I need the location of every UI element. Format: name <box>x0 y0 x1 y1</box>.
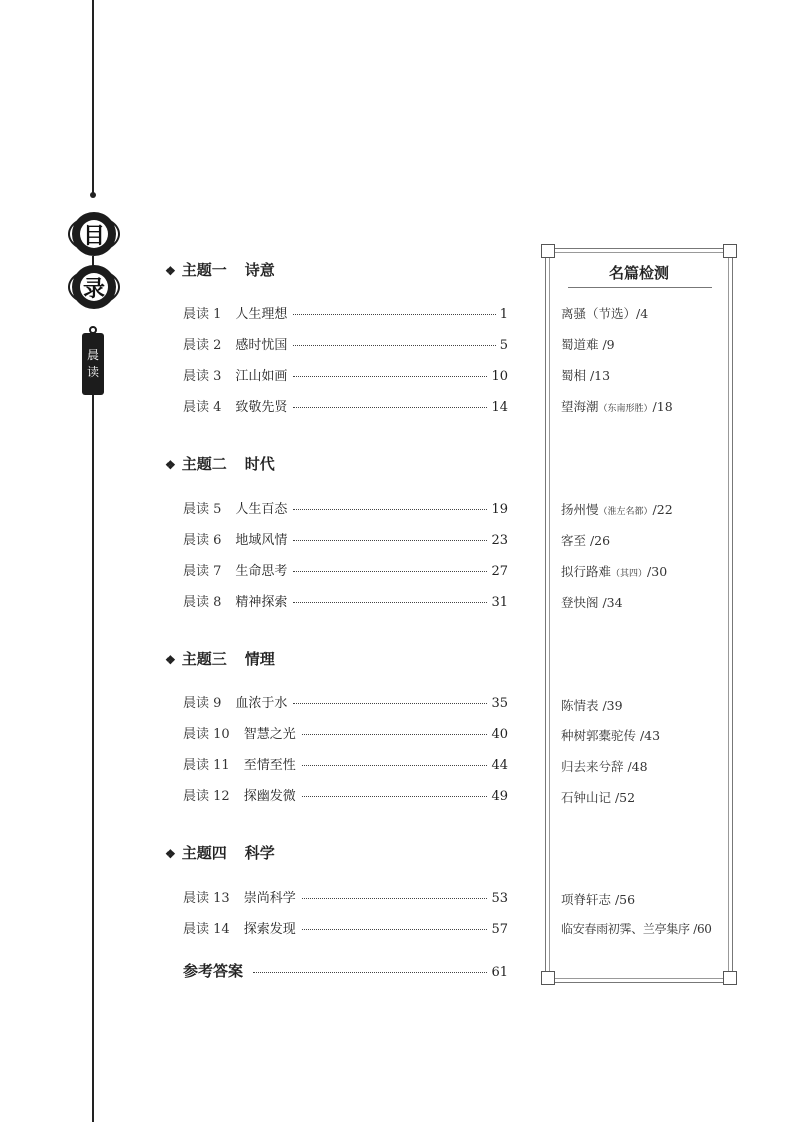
recitation-item[interactable]: 蜀相 /13 <box>561 368 611 383</box>
entry-page: 19 <box>491 502 508 517</box>
recitation-item[interactable]: 登快阁 /34 <box>561 595 623 610</box>
answers-entry[interactable] <box>183 960 508 981</box>
section-heading[interactable] <box>165 842 275 863</box>
answers-label: 参考答案 <box>183 962 244 980</box>
entry-page: 1 <box>499 307 508 322</box>
corner-ornament <box>541 971 555 985</box>
entry-title: 江山如画 <box>235 369 288 384</box>
entry-page: 14 <box>491 400 508 415</box>
entry-page: 31 <box>491 595 508 610</box>
thread-knot <box>90 192 96 198</box>
chendu-tag <box>82 333 104 395</box>
section-name: 科学 <box>244 844 275 862</box>
top-thread-line <box>92 0 94 195</box>
entry-number: 晨读 6 <box>183 533 222 548</box>
toc-entry[interactable] <box>183 365 508 384</box>
recitation-item[interactable]: 石钟山记 /52 <box>561 790 636 805</box>
leader-dots <box>293 314 495 315</box>
toc-entry[interactable] <box>183 723 508 742</box>
bottom-thread-line <box>92 395 94 1122</box>
leader-dots <box>293 571 487 572</box>
recitation-item[interactable]: 项脊轩志 /56 <box>561 892 636 907</box>
diamond-icon: ❖ <box>165 653 176 667</box>
entry-number: 晨读 8 <box>183 595 222 610</box>
leader-dots <box>293 407 487 408</box>
toc-entry[interactable] <box>183 754 508 773</box>
entry-page: 57 <box>491 922 508 937</box>
section-name: 诗意 <box>244 261 275 279</box>
leader-dots <box>293 376 487 377</box>
entry-page: 53 <box>491 891 508 906</box>
lantern-bottom-char: 录 <box>80 273 108 301</box>
toc-entry[interactable] <box>183 334 508 353</box>
recitation-item[interactable]: 陈情表 /39 <box>561 698 623 713</box>
leader-dots <box>302 734 488 735</box>
tag-char: 晨 <box>86 348 99 362</box>
entry-title: 致敬先贤 <box>235 400 288 415</box>
recitation-item[interactable]: 种树郭橐驼传 /43 <box>561 728 661 743</box>
leader-dots <box>293 540 487 541</box>
toc-entry[interactable] <box>183 529 508 548</box>
entry-number: 晨读 10 <box>183 727 230 742</box>
entry-title: 探幽发微 <box>243 789 296 804</box>
entry-number: 晨读 2 <box>183 338 222 353</box>
toc-entry[interactable] <box>183 560 508 579</box>
entry-number: 晨读 14 <box>183 922 230 937</box>
entry-number: 晨读 7 <box>183 564 222 579</box>
entry-number: 晨读 9 <box>183 696 222 711</box>
section-label: 主题二 <box>181 455 227 473</box>
section-heading[interactable] <box>165 453 275 474</box>
diamond-icon: ❖ <box>165 847 176 861</box>
recitation-item[interactable]: 望海潮（东南形胜）/18 <box>561 399 673 414</box>
entry-page: 40 <box>491 727 508 742</box>
tag-char: 读 <box>86 365 99 379</box>
leader-dots <box>302 898 488 899</box>
toc-entry[interactable] <box>183 692 508 711</box>
entry-title: 智慧之光 <box>243 727 296 742</box>
entry-title: 人生理想 <box>235 307 288 322</box>
toc-entry[interactable] <box>183 396 508 415</box>
entry-title: 精神探索 <box>235 595 288 610</box>
leader-dots <box>302 765 488 766</box>
toc-entry[interactable] <box>183 887 508 906</box>
entry-page: 27 <box>491 564 508 579</box>
entry-page: 44 <box>491 758 508 773</box>
box-title-rule <box>568 287 712 288</box>
recitation-item[interactable]: 归去来兮辞 /48 <box>561 759 648 774</box>
lantern-bottom <box>68 265 120 309</box>
diamond-icon: ❖ <box>165 264 176 278</box>
entry-title: 崇尚科学 <box>243 891 296 906</box>
entry-title: 地域风情 <box>235 533 288 548</box>
toc-entry[interactable] <box>183 498 508 517</box>
toc-entry[interactable] <box>183 918 508 937</box>
section-heading[interactable] <box>165 259 275 280</box>
toc-entry[interactable] <box>183 303 508 322</box>
corner-ornament <box>723 971 737 985</box>
entry-page: 49 <box>491 789 508 804</box>
entry-page: 5 <box>499 338 508 353</box>
toc-entry[interactable] <box>183 785 508 804</box>
leader-dots <box>302 929 488 930</box>
section-label: 主题四 <box>181 844 227 862</box>
entry-page: 10 <box>491 369 508 384</box>
entry-page: 35 <box>491 696 508 711</box>
lantern-top <box>68 212 120 256</box>
entry-number: 晨读 13 <box>183 891 230 906</box>
leader-dots <box>302 796 488 797</box>
entry-title: 人生百态 <box>235 502 288 517</box>
recitation-item[interactable]: 蜀道难 /9 <box>561 337 615 352</box>
answers-page: 61 <box>491 965 508 980</box>
leader-dots <box>293 703 487 704</box>
box-title: 名篇检测 <box>608 264 669 282</box>
entry-number: 晨读 4 <box>183 400 222 415</box>
recitation-item[interactable]: 临安春雨初霁、兰亭集序 /60 <box>561 922 712 936</box>
entry-title: 血浓于水 <box>235 696 288 711</box>
leader-dots <box>293 345 495 346</box>
diamond-icon: ❖ <box>165 458 176 472</box>
entry-number: 晨读 11 <box>183 758 230 773</box>
entry-number: 晨读 1 <box>183 307 222 322</box>
recitation-item[interactable]: 拟行路难（其四）/30 <box>561 564 668 579</box>
section-name: 时代 <box>244 455 275 473</box>
recitation-item[interactable]: 客至 /26 <box>561 533 611 548</box>
corner-ornament <box>541 244 555 258</box>
toc-entry[interactable] <box>183 591 508 610</box>
entry-number: 晨读 5 <box>183 502 222 517</box>
leader-dots <box>293 509 487 510</box>
corner-ornament <box>723 244 737 258</box>
entry-page: 23 <box>491 533 508 548</box>
section-label: 主题一 <box>181 261 227 279</box>
leader-dots <box>253 972 487 973</box>
entry-title: 至情至性 <box>243 758 296 773</box>
entry-number: 晨读 12 <box>183 789 230 804</box>
section-label: 主题三 <box>181 650 227 668</box>
recitation-item[interactable]: 离骚（节选）/4 <box>561 306 649 321</box>
entry-title: 探索发现 <box>243 922 296 937</box>
lantern-top-char: 目 <box>80 220 108 248</box>
leader-dots <box>293 602 487 603</box>
section-name: 情理 <box>244 650 275 668</box>
entry-title: 生命思考 <box>235 564 288 579</box>
entry-title: 感时忧国 <box>235 338 288 353</box>
section-heading[interactable] <box>165 648 275 669</box>
recitation-item[interactable]: 扬州慢（淮左名都）/22 <box>561 502 673 517</box>
test-box-inner-frame <box>549 252 729 979</box>
entry-number: 晨读 3 <box>183 369 222 384</box>
